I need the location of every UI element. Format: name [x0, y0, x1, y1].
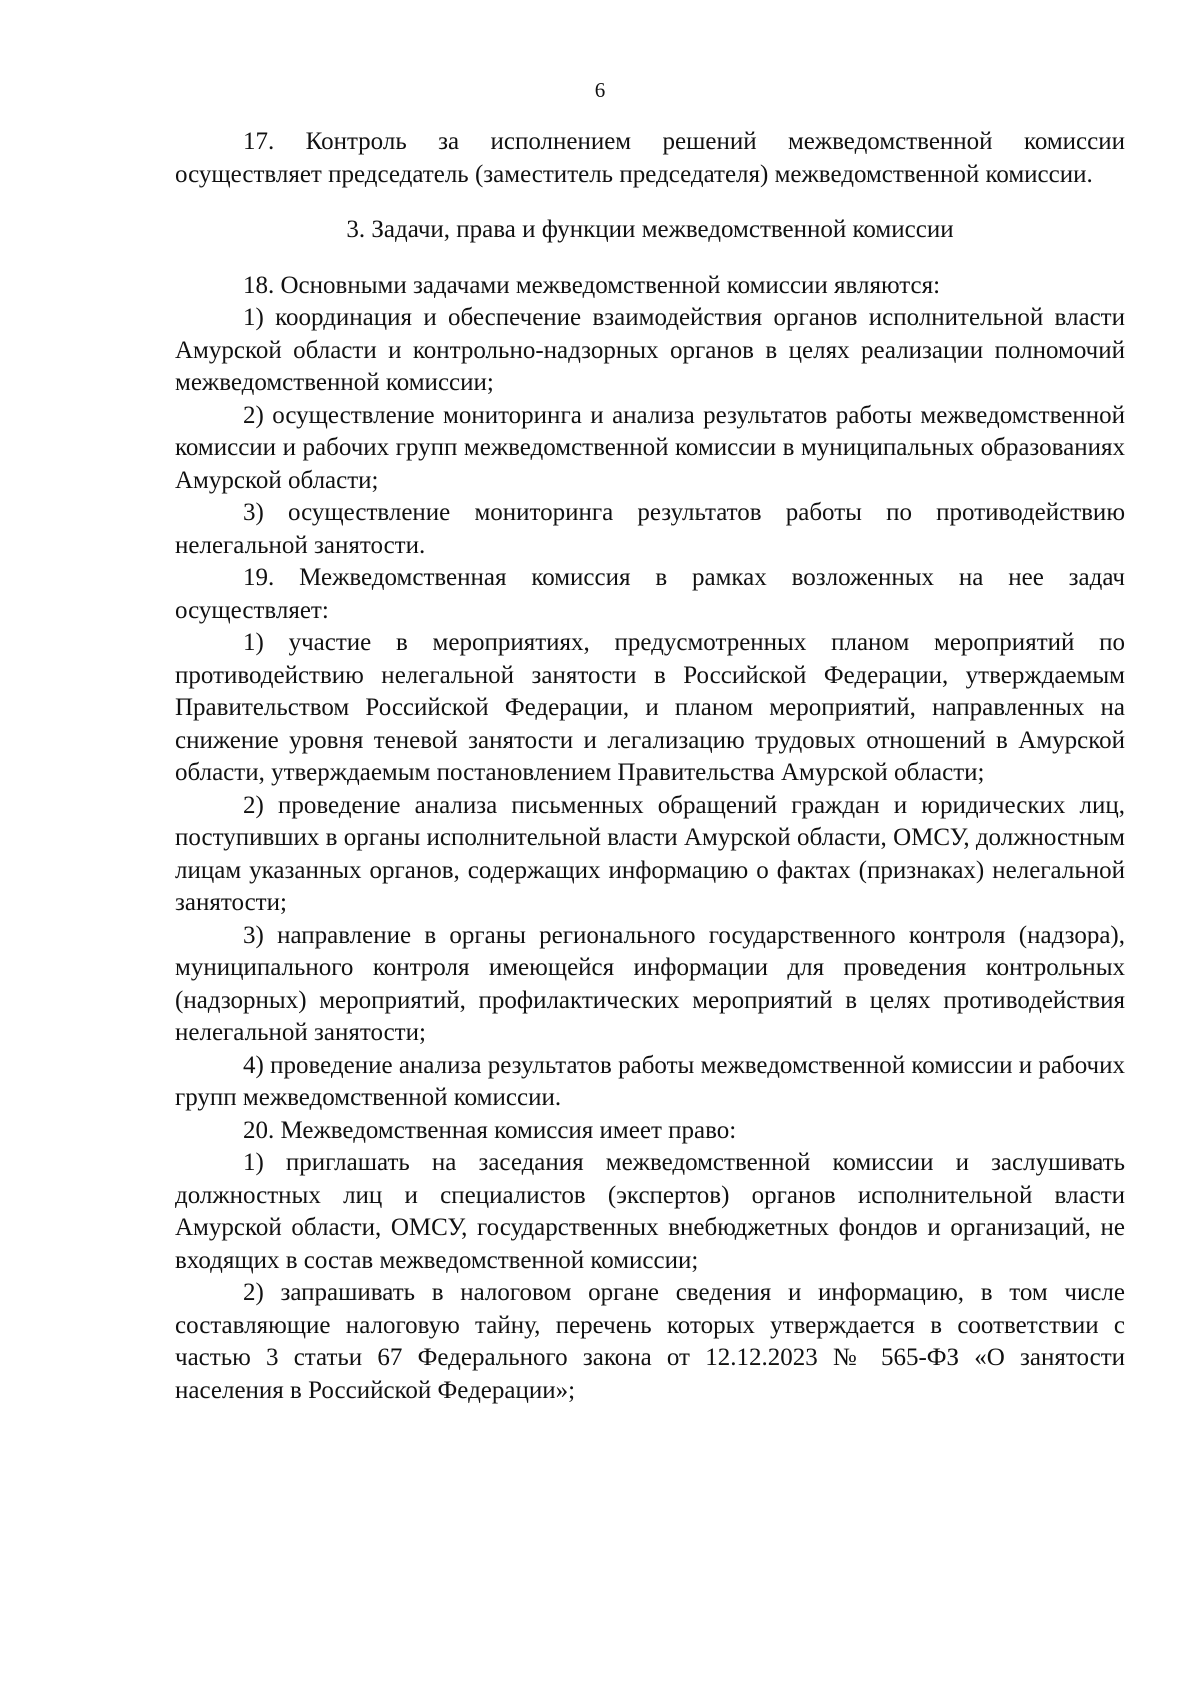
paragraph-19-item-3: 3) направление в органы регионального государственного контроля (надзора), муниципального контроля имеющейся информации для проведения контрольных (надзорных) мероприятий, профилактических мероприятий в целях противодействия нелегальной занятости; [175, 921, 1125, 1046]
document-body [175, 126, 1125, 1407]
section-heading: 3. Задачи, права и функции межведомственной комиссии [346, 216, 954, 243]
paragraph-19-item-4: 4) проведение анализа результатов работы межведомственной комиссии и рабочих групп межведомственной комиссии. [175, 1051, 1125, 1111]
paragraph-19-intro: 19. Межведомственная комиссия в рамках возложенных на нее задач осуществляет: [175, 564, 1125, 624]
paragraph-18-item-3: 3) осуществление мониторинга результатов работы по противодействию нелегальной занятости. [175, 499, 1125, 559]
paragraph-20-intro: 20. Межведомственная комиссия имеет право: [243, 1116, 737, 1144]
paragraph-17: 17. Контроль за исполнением решений межведомственной комиссии осуществляет председатель (заместитель председателя) межведомственной комиссии. [175, 128, 1125, 188]
paragraph-20-item-1: 1) приглашать на заседания межведомственной комиссии и заслушивать должностных лиц и специалистов (экспертов) органов исполнительной власти Амурской области, ОМСУ, государственных внебюджетных фондов и организаций, не входящих в состав межведомственной комиссии; [175, 1149, 1125, 1274]
page-number: 6 [594, 78, 606, 102]
paragraph-18-intro: 18. Основными задачами межведомственной комиссии являются: [243, 271, 941, 299]
paragraph-18-item-2: 2) осуществление мониторинга и анализа результатов работы межведомственной комиссии и рабочих групп межведомственной комиссии в муниципальных образованиях Амурской области; [175, 401, 1125, 494]
paragraph-18-item-1: 1) координация и обеспечение взаимодействия органов исполнительной власти Амурской области и контрольно-надзорных органов в целях реализации полномочий межведомственной комиссии; [175, 304, 1125, 396]
paragraph-19-item-2: 2) проведение анализа письменных обращений граждан и юридических лиц, поступивших в органы исполнительной власти Амурской области, ОМСУ, должностным лицам указанных органов, содержащих информацию о фактах (признаках) нелегальной занятости; [175, 791, 1125, 916]
paragraph-19-item-1: 1) участие в мероприятиях, предусмотренных планом мероприятий по противодействию нелегальной занятости в Российской Федерации, утверждаемым Правительством Российской Федерации, и планом мероприятий, направленных на снижение уровня теневой занятости и легализацию трудовых отношений в Амурской области, утверждаемым постановлением Правительства Амурской области; [175, 629, 1125, 786]
paragraph-20-item-2: 2) запрашивать в налоговом органе сведения и информацию, в том числе составляющие налоговую тайну, перечень которых утверждается в соответствии с частью 3 статьи 67 Федерального закона от 12.12.2023 № 565-ФЗ «О занятости населения в Российской Федерации»; [175, 1279, 1125, 1404]
